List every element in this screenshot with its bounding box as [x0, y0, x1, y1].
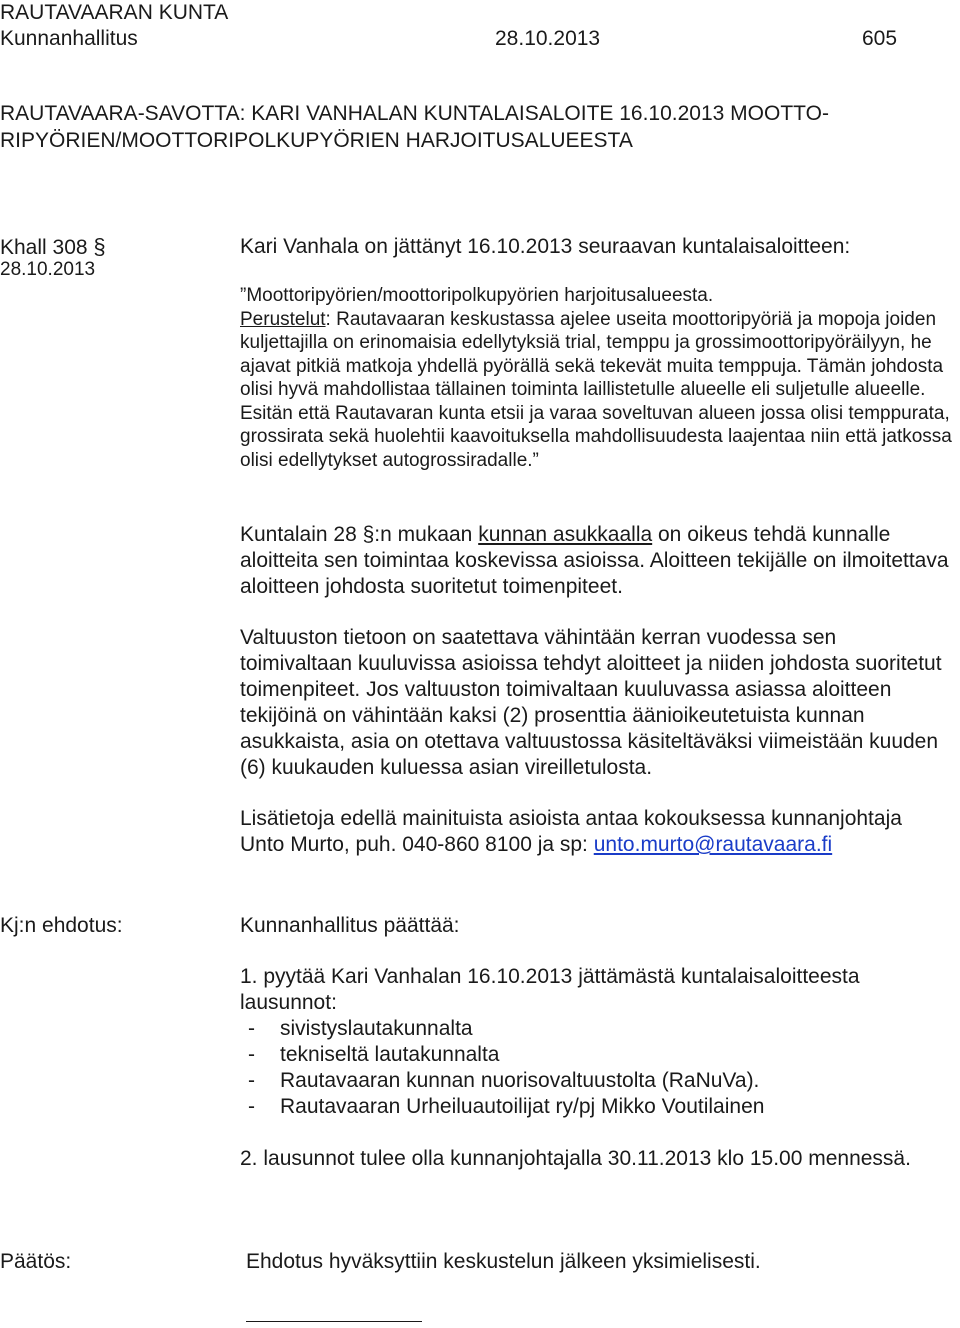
signature-line [246, 1321, 422, 1322]
list-dash: - [248, 1017, 255, 1040]
kuntalaki-text-mid: :n mukaan [374, 523, 479, 546]
section-number: Khall 308 [0, 236, 88, 259]
initiative-title: ”Moottoripyörien/moottoripolkupyörien harjoitusalueesta. [240, 285, 714, 306]
contact-text: Lisätietoja edellä mainituista asioista antaa kokouksessa kunnanjohtaja Unto Murto, puh. 040-860 8100 ja sp: [240, 807, 902, 856]
kuntalaki-paragraph [240, 522, 952, 600]
section-label [0, 234, 106, 261]
section-mark: § [93, 234, 106, 259]
document-title: RAUTAVAARA-SAVOTTA: KARI VANHALAN KUNTALAISALOITE 16.10.2013 MOOTTO-RIPYÖRIEN/MOOTTORIPOLKUPYÖRIEN HARJOITUSALUEESTA [0, 102, 829, 152]
list-dash: - [248, 1069, 255, 1092]
header-body-name: Kunnanhallitus [0, 27, 138, 50]
list-item-text: tekniseltä lautakunnalta [280, 1043, 500, 1066]
contact-email-link[interactable]: unto.murto@rautavaara.fi [593, 833, 833, 856]
proposal-heading: Kunnanhallitus päättää: [240, 914, 460, 937]
reason-text: : Rautavaaran keskustassa ajelee useita moottoripyöriä ja mopoja joiden kuljettajilla on erinomaisia edellytyksiä trial, temppu ja grossimoottoripyöräilyyn, he ajavat pitkiä matkoja yhdellä pyörällä sekä tekevät muita temppuja. Tämän johdosta olisi hyvä mahdollistaa tällainen toiminta laillistetulle alueelle eli suljetulle alueelle. [240, 308, 944, 400]
initiative-quote [240, 284, 952, 472]
kuntalaki-underlined: kunnan asukkaalla [478, 523, 653, 546]
valtuusto-paragraph: Valtuuston tietoon on saatettava vähintään kerran vuodessa sen toimivaltaan kuuluvissa asioissa tehdyt aloitteet ja niiden johdosta suoritetut toimenpiteet. Jos valtuuston toimivaltaan kuuluvassa asiassa aloitteen tekijöinä on vähintään kaksi (2) prosenttia äänioikeutetuista kunnan asukkaista, asia on otettava valtuustossa käsiteltäväksi viimeistään kuuden (6) kuukauden kuluessa asian vireilletulosta. [240, 626, 942, 779]
list-item [240, 1016, 952, 1042]
statement-list [240, 1016, 952, 1120]
proposal-body [240, 964, 952, 1172]
initiative-body [240, 308, 952, 473]
list-dash: - [248, 1043, 255, 1066]
kuntalaki-text-after: on oikeus tehdä kunnalle aloitteita sen toimintaa koskevissa asioissa. Aloitteen tekijälle on ilmoitettava aloitteen johdosta suoritetut toimenpiteet. [240, 523, 949, 598]
decision-text: Ehdotus hyväksyttiin keskustelun jälkeen yksimielisesti. [246, 1250, 761, 1273]
contact-paragraph [240, 806, 952, 858]
decision-label: Päätös: [0, 1250, 72, 1273]
proposal-item-1: 1. pyytää Kari Vanhalan 16.10.2013 jättämästä kuntalaisaloitteesta lausunnot: [240, 965, 860, 1014]
header-date: 28.10.2013 [495, 27, 601, 50]
header-organization: RAUTAVAARAN KUNTA [0, 1, 229, 24]
list-item-text: Rautavaaran kunnan nuorisovaltuustolta (RaNuVa). [280, 1069, 760, 1092]
list-dash: - [248, 1095, 255, 1118]
list-item-text: sivistyslautakunnalta [280, 1017, 473, 1040]
list-item-text: Rautavaaran Urheiluautoilijat ry/pj Mikko Voutilainen [280, 1095, 765, 1118]
intro-paragraph: Kari Vanhala on jättänyt 16.10.2013 seuraavan kuntalaisaloitteen: [240, 235, 851, 258]
proposal-label: Kj:n ehdotus: [0, 914, 123, 937]
proposal-text: Esitän että Rautavaran kunta etsii ja varaa soveltuvan alueen jossa olisi temppurata, grossirata sekä huolehtii kaavoituksella mahdollisuudesta laajentaa niin että jatkossa olisi edellytykset autogrossiradalle.” [240, 402, 952, 471]
list-item [240, 1042, 952, 1068]
list-item [240, 1094, 952, 1120]
list-item [240, 1068, 952, 1094]
reason-label: Perustelut [240, 308, 326, 330]
header-page-number: 605 [862, 27, 898, 50]
kuntalaki-section-mark: § [362, 523, 375, 546]
section-date: 28.10.2013 [0, 259, 96, 280]
kuntalaki-text-before: Kuntalain 28 [240, 523, 363, 546]
proposal-item-2: 2. lausunnot tulee olla kunnanjohtajalla 30.11.2013 klo 15.00 mennessä. [240, 1147, 911, 1170]
